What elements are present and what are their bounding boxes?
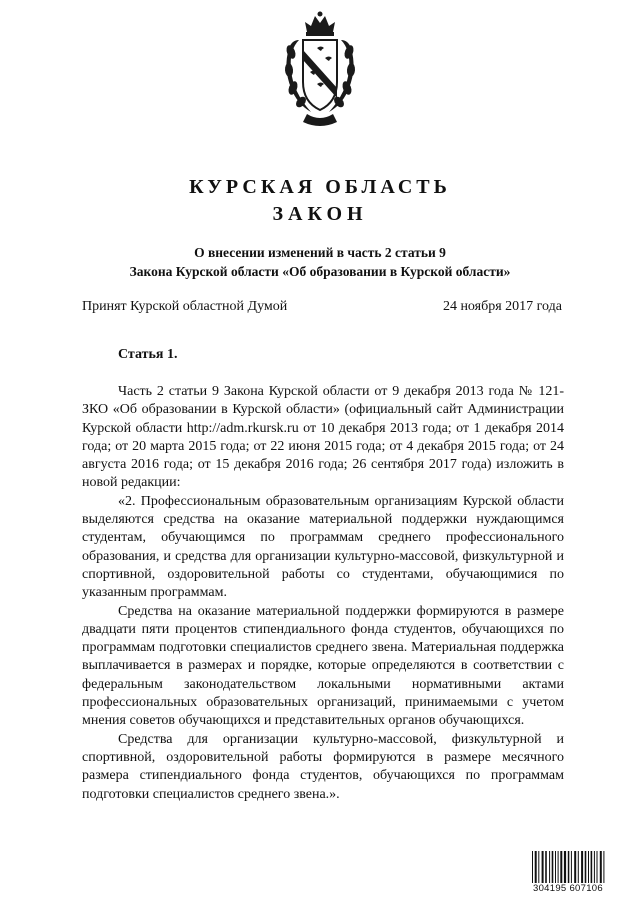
- barcode-bar: [558, 851, 559, 883]
- barcode-bar: [571, 851, 572, 883]
- adoption-date: 24 ноября 2017 года: [442, 299, 562, 314]
- law-subject: [80, 243, 560, 281]
- barcode-bar: [581, 851, 583, 883]
- document-type-heading: ЗАКОН: [272, 203, 368, 225]
- barcode-bar: [549, 851, 550, 883]
- article-paragraph: Средства на оказание материальной поддержки формируются в размере двадцати пяти процентов стипендиального фонда студентов, обучающихся по программам подготовки специалистов среднего звена. Материальная поддержка выплачивается в размерах и порядке, которые определяются в соответствии с федеральным законодательством локальными нормативными актами профессиональных образовательных организаций, принимаемыми с учетом мнения советов обучающихся и представительных органов обучающихся.: [82, 603, 564, 729]
- barcode-bar: [594, 851, 595, 883]
- article-paragraph: Часть 2 статьи 9 Закона Курской области от 9 декабря 2013 года № 121-ЗКО «Об образовании в Курской области» (официальный сайт Администрации Курской области http://adm.rkursk.ru от 10 декабря 2013 года; от 1 декабря 2014 года; от 20 марта 2015 года; от 22 июня 2015 года; от 4 декабря 2015 года; от 24 августа 2016 года; от 15 декабря 2016 года; 26 сентября 2017 года) изложить в новой редакции:: [82, 384, 564, 491]
- barcode-bar: [591, 851, 593, 883]
- adopted-by: Принят Курской областной Думой: [82, 299, 288, 314]
- article-paragraph: «2. Профессиональным образовательным организациям Курской области выделяются средства на оказание материальной поддержки нуждающимся студентам, обучающимся по программам среднего профессионального образования, и средства для организации культурно-массовой, физкультурной и спортивной, оздоровительной работы со студентами, обучающимися по указанным программам.: [82, 493, 564, 601]
- barcode-bar: [560, 851, 562, 883]
- coat-of-arms-icon: [277, 10, 363, 138]
- barcode-bar: [574, 851, 576, 883]
- region-heading: КУРСКАЯ ОБЛАСТЬ: [189, 176, 451, 198]
- law-subject-line-1: О внесении изменений в часть 2 статьи 9: [194, 245, 446, 260]
- barcode-bar: [578, 851, 579, 883]
- law-subject-line-2: Закона Курской области «Об образовании в Курской области»: [129, 264, 511, 279]
- article-body: [82, 383, 564, 804]
- barcode-bar: [532, 851, 533, 883]
- barcode-bar: [603, 851, 604, 883]
- article-title: Статья 1.: [118, 347, 178, 362]
- barcode-bar: [545, 851, 547, 883]
- barcode-bar: [538, 851, 539, 883]
- barcode-bar: [585, 851, 587, 883]
- article-paragraph: Средства для организации культурно-массовой, физкультурной и спортивной, оздоровительной работы формируются в размере месячного размера стипендиального фонда студентов, обучающихся по программам подготовки специалистов среднего звена.».: [82, 731, 564, 802]
- barcode-bar: [552, 851, 554, 883]
- barcode-bar: [564, 851, 566, 883]
- barcode-bar: [597, 851, 598, 883]
- barcode-bar: [535, 851, 537, 883]
- barcode-number: 304195 607106: [533, 883, 603, 894]
- barcode-bars-icon: [531, 851, 605, 883]
- barcode-bar: [568, 851, 570, 883]
- barcode-bar: [588, 851, 589, 883]
- barcode: [531, 851, 605, 895]
- barcode-bar: [542, 851, 544, 883]
- barcode-bar: [600, 851, 602, 883]
- barcode-bar: [555, 851, 556, 883]
